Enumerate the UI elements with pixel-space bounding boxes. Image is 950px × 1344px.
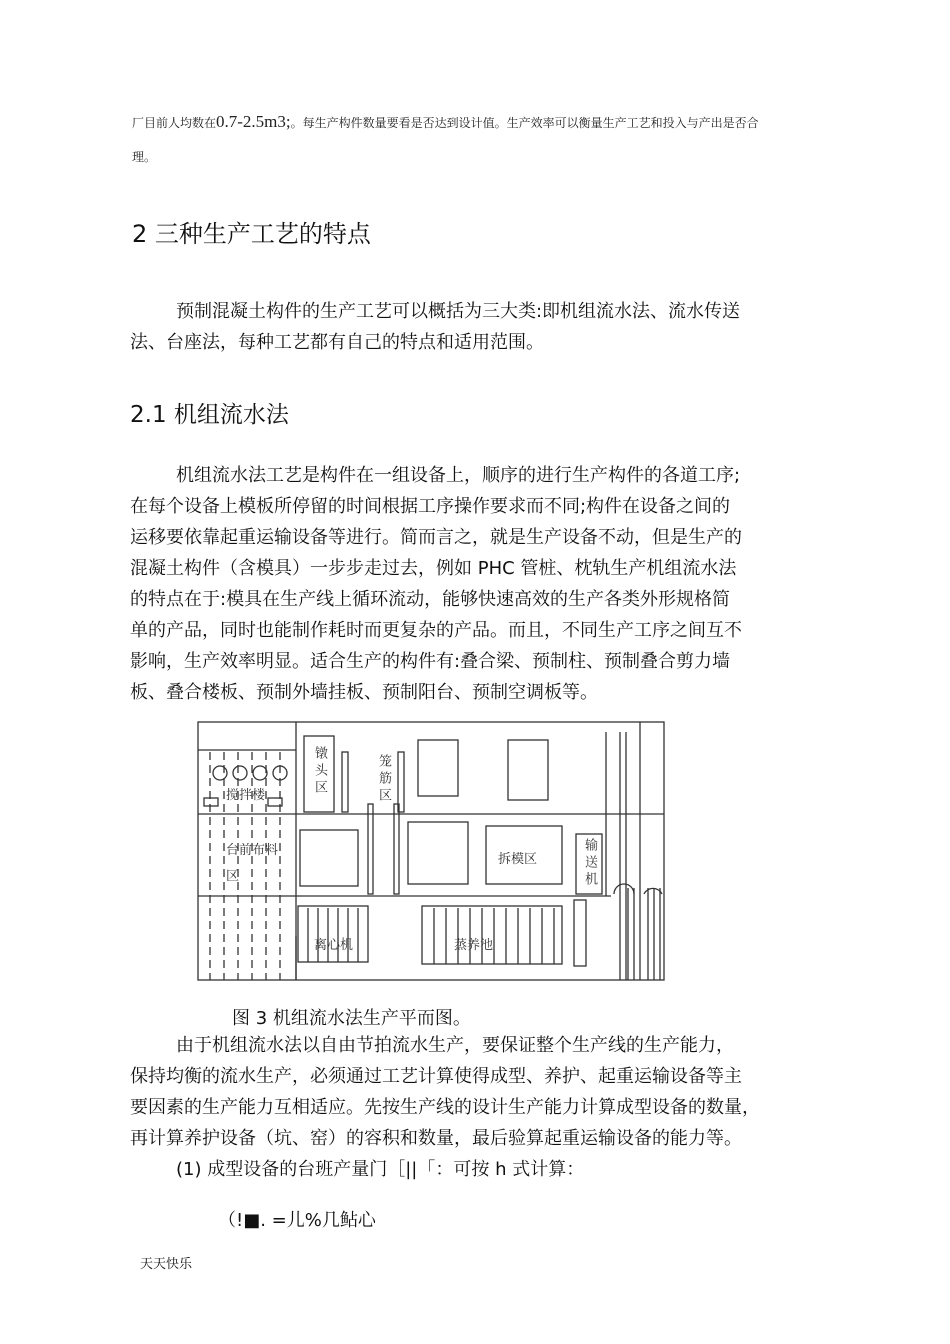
paragraph-line: 混凝土构件（含模具）一步步走过去，例如 PHC 管桩、枕轨生产机组流水法 bbox=[130, 558, 737, 579]
conveyor-label: 输送机 bbox=[582, 838, 597, 889]
intro-line-1-suffix: 。每生产构件数量要看是否达到设计值。生产效率可以衡量生产工艺和投入与产出是否合 bbox=[290, 116, 759, 130]
production-layout-figure bbox=[196, 718, 666, 998]
paragraph-line: 要因素的生产能力互相适应。先按生产线的设计生产能力计算成型设备的数量， bbox=[130, 1097, 760, 1118]
paragraph-line: 机组流水法工艺是构件在一组设备上，顺序的进行生产构件的各道工序; bbox=[176, 465, 741, 486]
paragraph-line: 由于机组流水法以自由节拍流水生产，要保证整个生产线的生产能力， bbox=[176, 1035, 734, 1056]
paragraph-line: 在每个设备上模板所停留的时间根据工序操作要求而不同;构件在设备之间的 bbox=[130, 496, 731, 517]
paragraph-line: 单的产品，同时也能制作耗时而更复杂的产品。而且，不同生产工序之间互不 bbox=[130, 620, 742, 641]
paragraph-line: 预制混凝土构件的生产工艺可以概括为三大类:即机组流水法、流水传送 bbox=[176, 301, 741, 322]
paragraph-line: 影响，生产效率明显。适合生产的构件有:叠合梁、预制柱、预制叠合剪力墙 bbox=[130, 651, 731, 672]
paragraph-line: 法、台座法，每种工艺都有自己的特点和适用范围。 bbox=[130, 332, 544, 353]
paragraph-line: 的特点在于:模具在生产线上循环流动，能够快速高效的生产各类外形规格简 bbox=[130, 589, 731, 610]
intro-line-2: 理。 bbox=[132, 150, 157, 164]
intro-line-1-value: 0.7-2.5m3; bbox=[216, 112, 291, 131]
section-2-paragraph bbox=[130, 296, 740, 358]
section-2-1-heading: 2.1 机组流水法 bbox=[130, 402, 289, 428]
centrifuge-label: 离心机 bbox=[314, 938, 354, 953]
mixing-tower-label: 搅拌楼 bbox=[226, 788, 266, 803]
cage-zone-label: 笼筋区 bbox=[376, 754, 391, 805]
section-2-heading: 2 三种生产工艺的特点 bbox=[132, 220, 371, 248]
paragraph-line: 板、叠合楼板、预制外墙挂板、预制阳台、预制空调板等。 bbox=[130, 682, 598, 703]
after-figure-paragraph bbox=[130, 1030, 760, 1185]
paragraph-line: 再计算养护设备（坑、窑）的容积和数量，最后验算起重运输设备的能力等。 bbox=[130, 1128, 742, 1149]
paragraph-line: 保持均衡的流水生产，必须通过工艺计算使得成型、养护、起重运输设备等主 bbox=[130, 1066, 742, 1087]
demold-zone-label: 拆模区 bbox=[498, 852, 538, 867]
intro-line-1-prefix: 厂目前人均数在 bbox=[132, 116, 217, 130]
paragraph-line: 运移要依靠起重运输设备等进行。简而言之，就是生产设备不动，但是生产的 bbox=[130, 527, 742, 548]
section-2-1-paragraph bbox=[130, 460, 742, 708]
numbered-item: (1) 成型设备的台班产量门［||「：可按 h 式计算： bbox=[176, 1159, 585, 1180]
cloth-zone-label: 台前布料区 bbox=[226, 843, 279, 884]
steam-pool-label: 蒸养池 bbox=[454, 938, 494, 953]
intro-line-1 bbox=[132, 112, 759, 132]
page-footer: 天天快乐 bbox=[140, 1257, 193, 1272]
heading-zone-label: 镦头区 bbox=[312, 746, 327, 797]
figure-caption: 图 3 机组流水法生产平而图。 bbox=[232, 1008, 471, 1029]
formula: （!■. =儿%几鲇心 bbox=[218, 1210, 376, 1231]
